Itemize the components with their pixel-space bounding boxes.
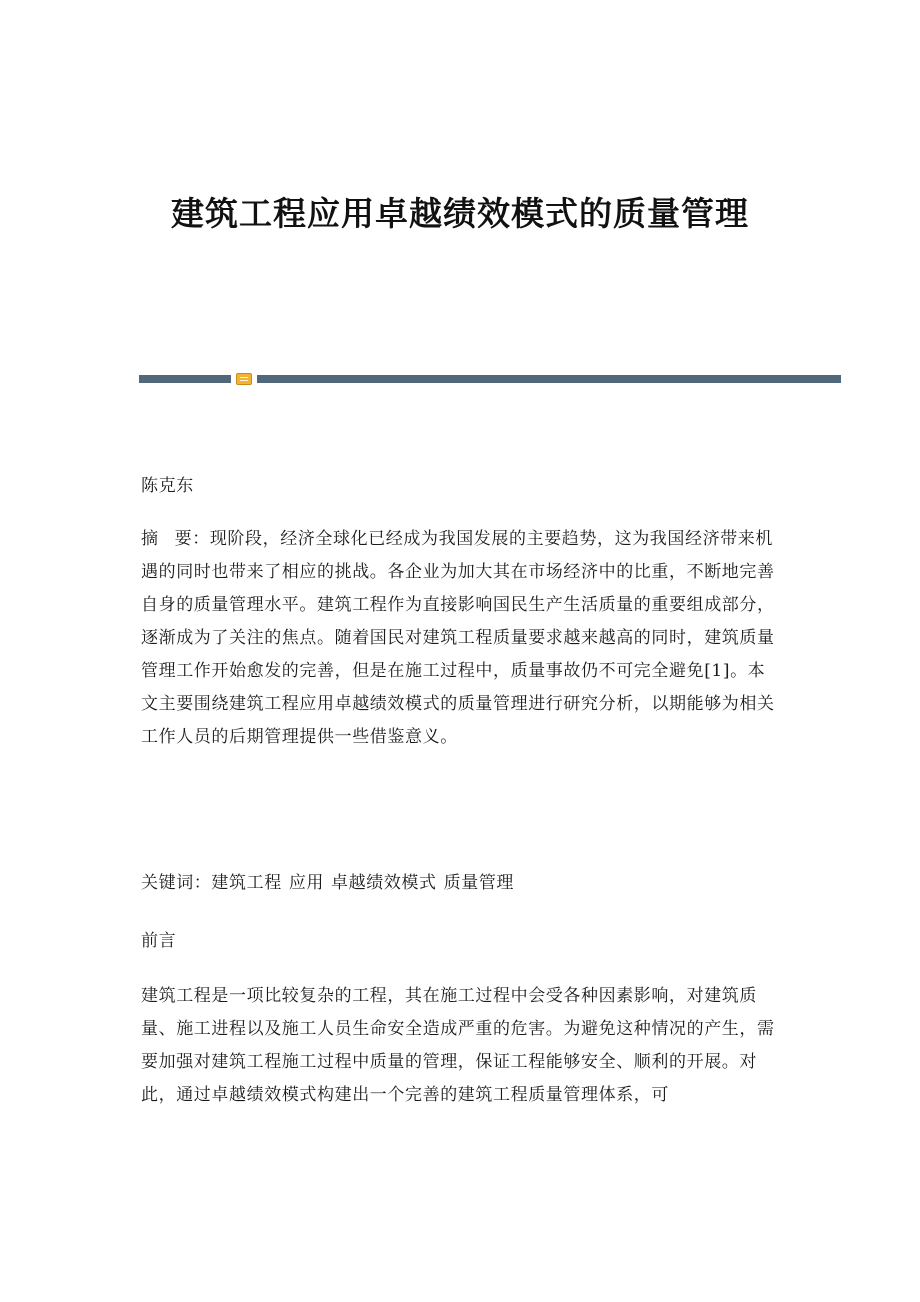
document-title: 建筑工程应用卓越绩效模式的质量管理 <box>171 194 749 233</box>
title-divider-right <box>257 375 841 383</box>
author-name: 陈克东 <box>141 476 194 496</box>
abstract-label-first: 摘 <box>141 529 159 549</box>
abstract-label-second: 要： <box>174 529 210 549</box>
keyword-item: 卓越绩效模式 <box>331 873 437 893</box>
abstract-text: 现阶段，经济全球化已经成为我国发展的主要趋势，这为我国经济带来机遇的同时也带来了相应的挑战。各企业为加大其在市场经济中的比重，不断地完善自身的质量管理水平。建筑工程作为直接影响国民生产生活质量的重要组成部分，逐渐成为了关注的焦点。随着国民对建筑工程质量要求越来越高的同时，建筑质量管理工作开始愈发的完善，但是在施工过程中，质量事故仍不可完全避免[1]。本文主要围绕建筑工程应用卓越绩效模式的质量管理进行研究分析，以期能够为相关工作人员的后期管理提供一些借鉴意义。 <box>141 529 775 747</box>
keywords-label: 关键词： <box>141 873 212 893</box>
keyword-item: 应用 <box>288 873 325 893</box>
keyword-item: 质量管理 <box>443 873 515 893</box>
title-divider-left <box>139 375 231 383</box>
body-paragraph: 建筑工程是一项比较复杂的工程，其在施工过程中会受各种因素影响，对建筑质量、施工进程以及施工人员生命安全造成严重的危害。为避免这种情况的产生，需要加强对建筑工程施工过程中质量的管理，保证工程能够安全、顺利的开展。对此，通过卓越绩效模式构建出一个完善的建筑工程质量管理体系，可 <box>141 986 775 1105</box>
abstract-paragraph <box>141 523 781 754</box>
title-divider-ornament-icon <box>236 373 252 385</box>
keyword-item: 建筑工程 <box>211 873 282 893</box>
section-heading-preface: 前言 <box>141 931 177 951</box>
keywords-line <box>141 869 781 897</box>
